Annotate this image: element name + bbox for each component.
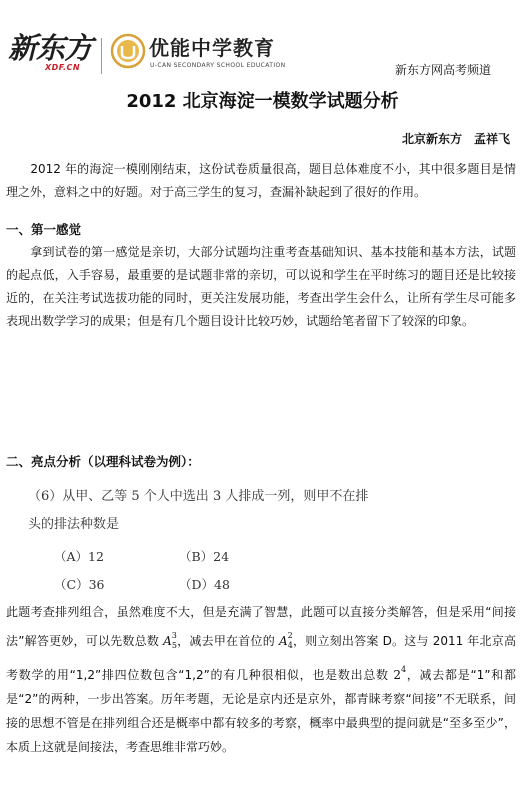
option-b: （B）24 bbox=[179, 549, 230, 564]
analysis-text-3: ，则立刻出答案 D。这与 2011 年北京高考数学的用“1,2”排四位数包含“1,2”的有几种很相似，也是数出总数 bbox=[6, 634, 516, 682]
ucan-emblem-icon bbox=[110, 33, 146, 69]
article-title: 2012 北京海淀一模数学试题分析 bbox=[126, 91, 399, 112]
section1-paragraph: 拿到试卷的第一感觉是亲切，大部分试题均注重考查基础知识、基本技能和基本方法，试题的起点低，入手容易，最重要的是试题非常的亲切，可以说和学生在平时练习的题目还是比较接近的，在关注考试选拔功能的同时，更关注发展功能，考查出学生会什么，让所有学生尽可能多表现出数学学习的成果；但是有几个题目设计比较巧妙，试题给笔者留下了较深的印象。 bbox=[6, 245, 516, 328]
option-c: （C）36 bbox=[54, 577, 105, 592]
xdf-logo-domain: XDF.CN bbox=[45, 63, 81, 72]
logo-divider bbox=[101, 38, 102, 74]
math-a-4-2: $A^2_4$ bbox=[278, 631, 293, 650]
math-2-pow-4: $2^4$ bbox=[393, 665, 407, 682]
question-line-2: 头的排法种数是 bbox=[28, 517, 120, 532]
ucan-logo: 优能中学教育 bbox=[149, 36, 275, 60]
channel-label: 新东方网高考频道 bbox=[395, 63, 492, 77]
section1-heading: 一、第一感觉 bbox=[6, 222, 82, 237]
analysis-text-1: 此题考查排列组合，虽然难度不大，但是充满了智慧，此题可以直接分类解答，但是采用“间接法”解答更妙，可以先数总数 bbox=[6, 605, 516, 648]
analysis-text-2: ，减去甲在首位的 bbox=[176, 634, 279, 648]
section2-heading: 二、亮点分析（以理科试卷为例）： bbox=[6, 454, 200, 469]
option-d: （D）48 bbox=[179, 577, 230, 592]
question-options bbox=[54, 547, 448, 593]
question-line-1: （6）从甲、乙等 5 个人中选出 3 人排成一列，则甲不在排 bbox=[28, 489, 369, 504]
intro-paragraph: 2012 年的海淀一模刚刚结束，这份试卷质量很高，题目总体难度不小，其中很多题目是情理之外，意料之中的好题。对于高三学生的复习，查漏补缺起到了很好的作用。 bbox=[6, 162, 516, 199]
question-block bbox=[28, 487, 448, 593]
article-author: 北京新东方 孟祥飞 bbox=[402, 132, 511, 146]
xdf-logo: 新东方 bbox=[8, 31, 93, 65]
analysis-paragraph bbox=[6, 600, 516, 759]
ucan-logo-subtitle: U-CAN SECONDARY SCHOOL EDUCATION bbox=[150, 62, 286, 69]
analysis-text-4: ，减去都是“1”和都是“2”的两种，一步出答案。历年考题，无论是京内还是京外，都青睐考察“间接”不无联系，间接的思想不管是在排列组合还是概率中都有较多的考察，概率中最典型的提问就是“至多至少”，本质上这就是间接法，考查思维非常巧妙。 bbox=[6, 668, 516, 754]
option-a: （A）12 bbox=[54, 549, 104, 564]
math-a-5-3: $A^3_5$ bbox=[163, 631, 177, 650]
